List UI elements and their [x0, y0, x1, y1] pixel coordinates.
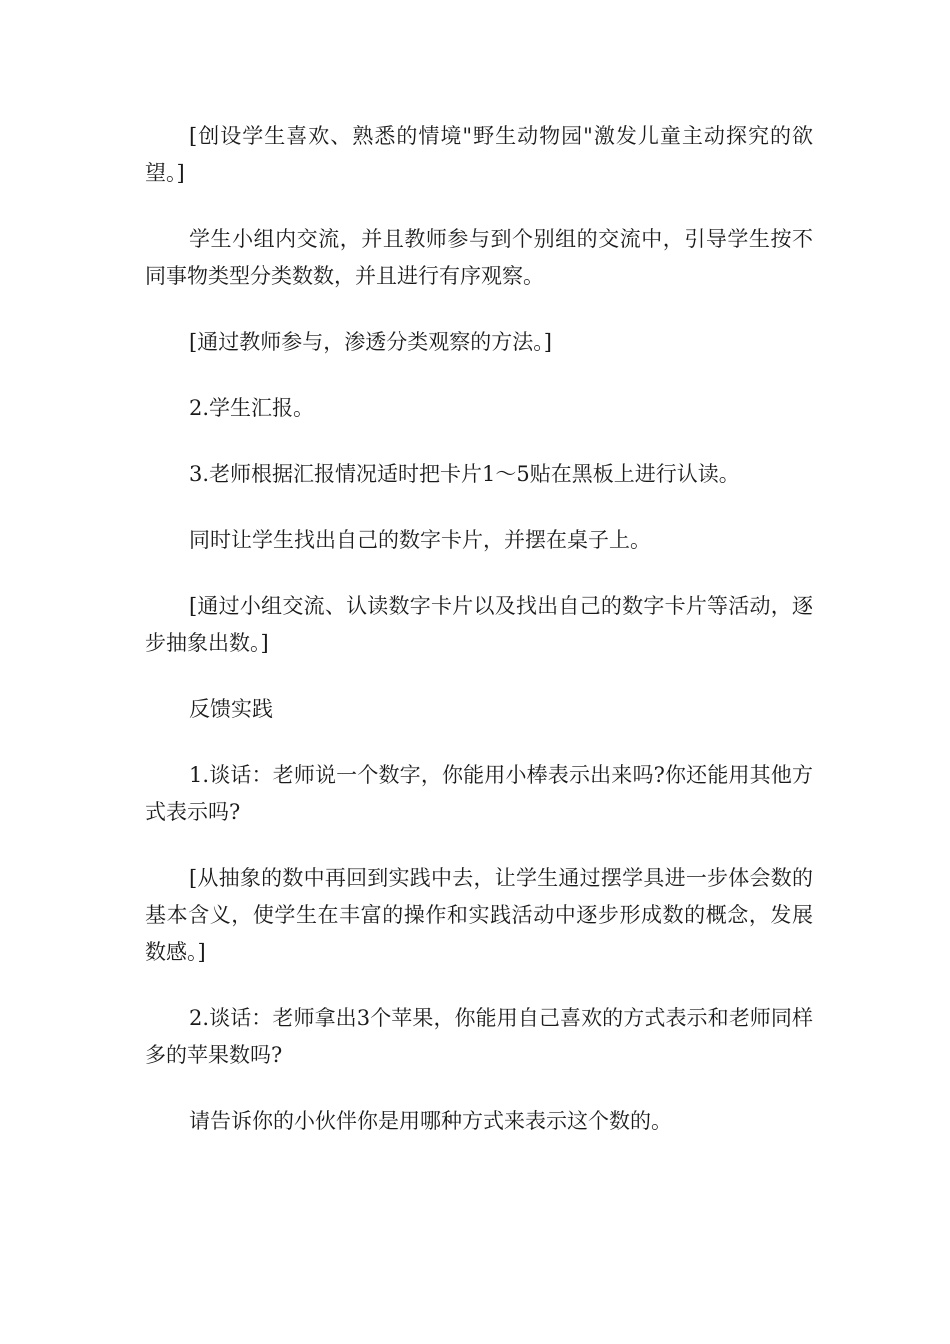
paragraph-student-report: 2.学生汇报。 — [189, 396, 315, 420]
paragraph-tell-partner: 请告诉你的小伙伴你是用哪种方式来表示这个数的。 — [189, 1109, 672, 1133]
paragraph-talk-apples: 2.谈话：老师拿出3个苹果，你能用自己喜欢的方式表示和老师同样多的苹果数吗? — [145, 1006, 813, 1067]
paragraph-card-reading: 3.老师根据汇报情况适时把卡片1～5贴在黑板上进行认读。 — [189, 462, 740, 486]
paragraph-design-note-abstraction: [通过小组交流、认读数字卡片以及找出自己的数字卡片等活动，逐步抽象出数。] — [145, 594, 813, 655]
document-body — [145, 118, 813, 1169]
paragraph-design-note-scenario: [创设学生喜欢、熟悉的情境"野生动物园"激发儿童主动探究的欲望。] — [145, 124, 813, 185]
paragraph-group-exchange: 学生小组内交流，并且教师参与到个别组的交流中，引导学生按不同事物类型分类数数，并且进行有序观察。 — [145, 227, 813, 288]
paragraph-talk-sticks: 1.谈话：老师说一个数字，你能用小棒表示出来吗?你还能用其他方式表示吗? — [145, 763, 813, 824]
section-heading-feedback-practice: 反馈实践 — [189, 697, 273, 721]
paragraph-find-cards: 同时让学生找出自己的数字卡片，并摆在桌子上。 — [189, 528, 651, 552]
paragraph-design-note-classification: [通过教师参与，渗透分类观察的方法。] — [189, 330, 552, 354]
paragraph-design-note-number-sense: [从抽象的数中再回到实践中去，让学生通过摆学具进一步体会数的基本含义，使学生在丰富的操作和实践活动中逐步形成数的概念，发展数感。] — [145, 866, 813, 964]
